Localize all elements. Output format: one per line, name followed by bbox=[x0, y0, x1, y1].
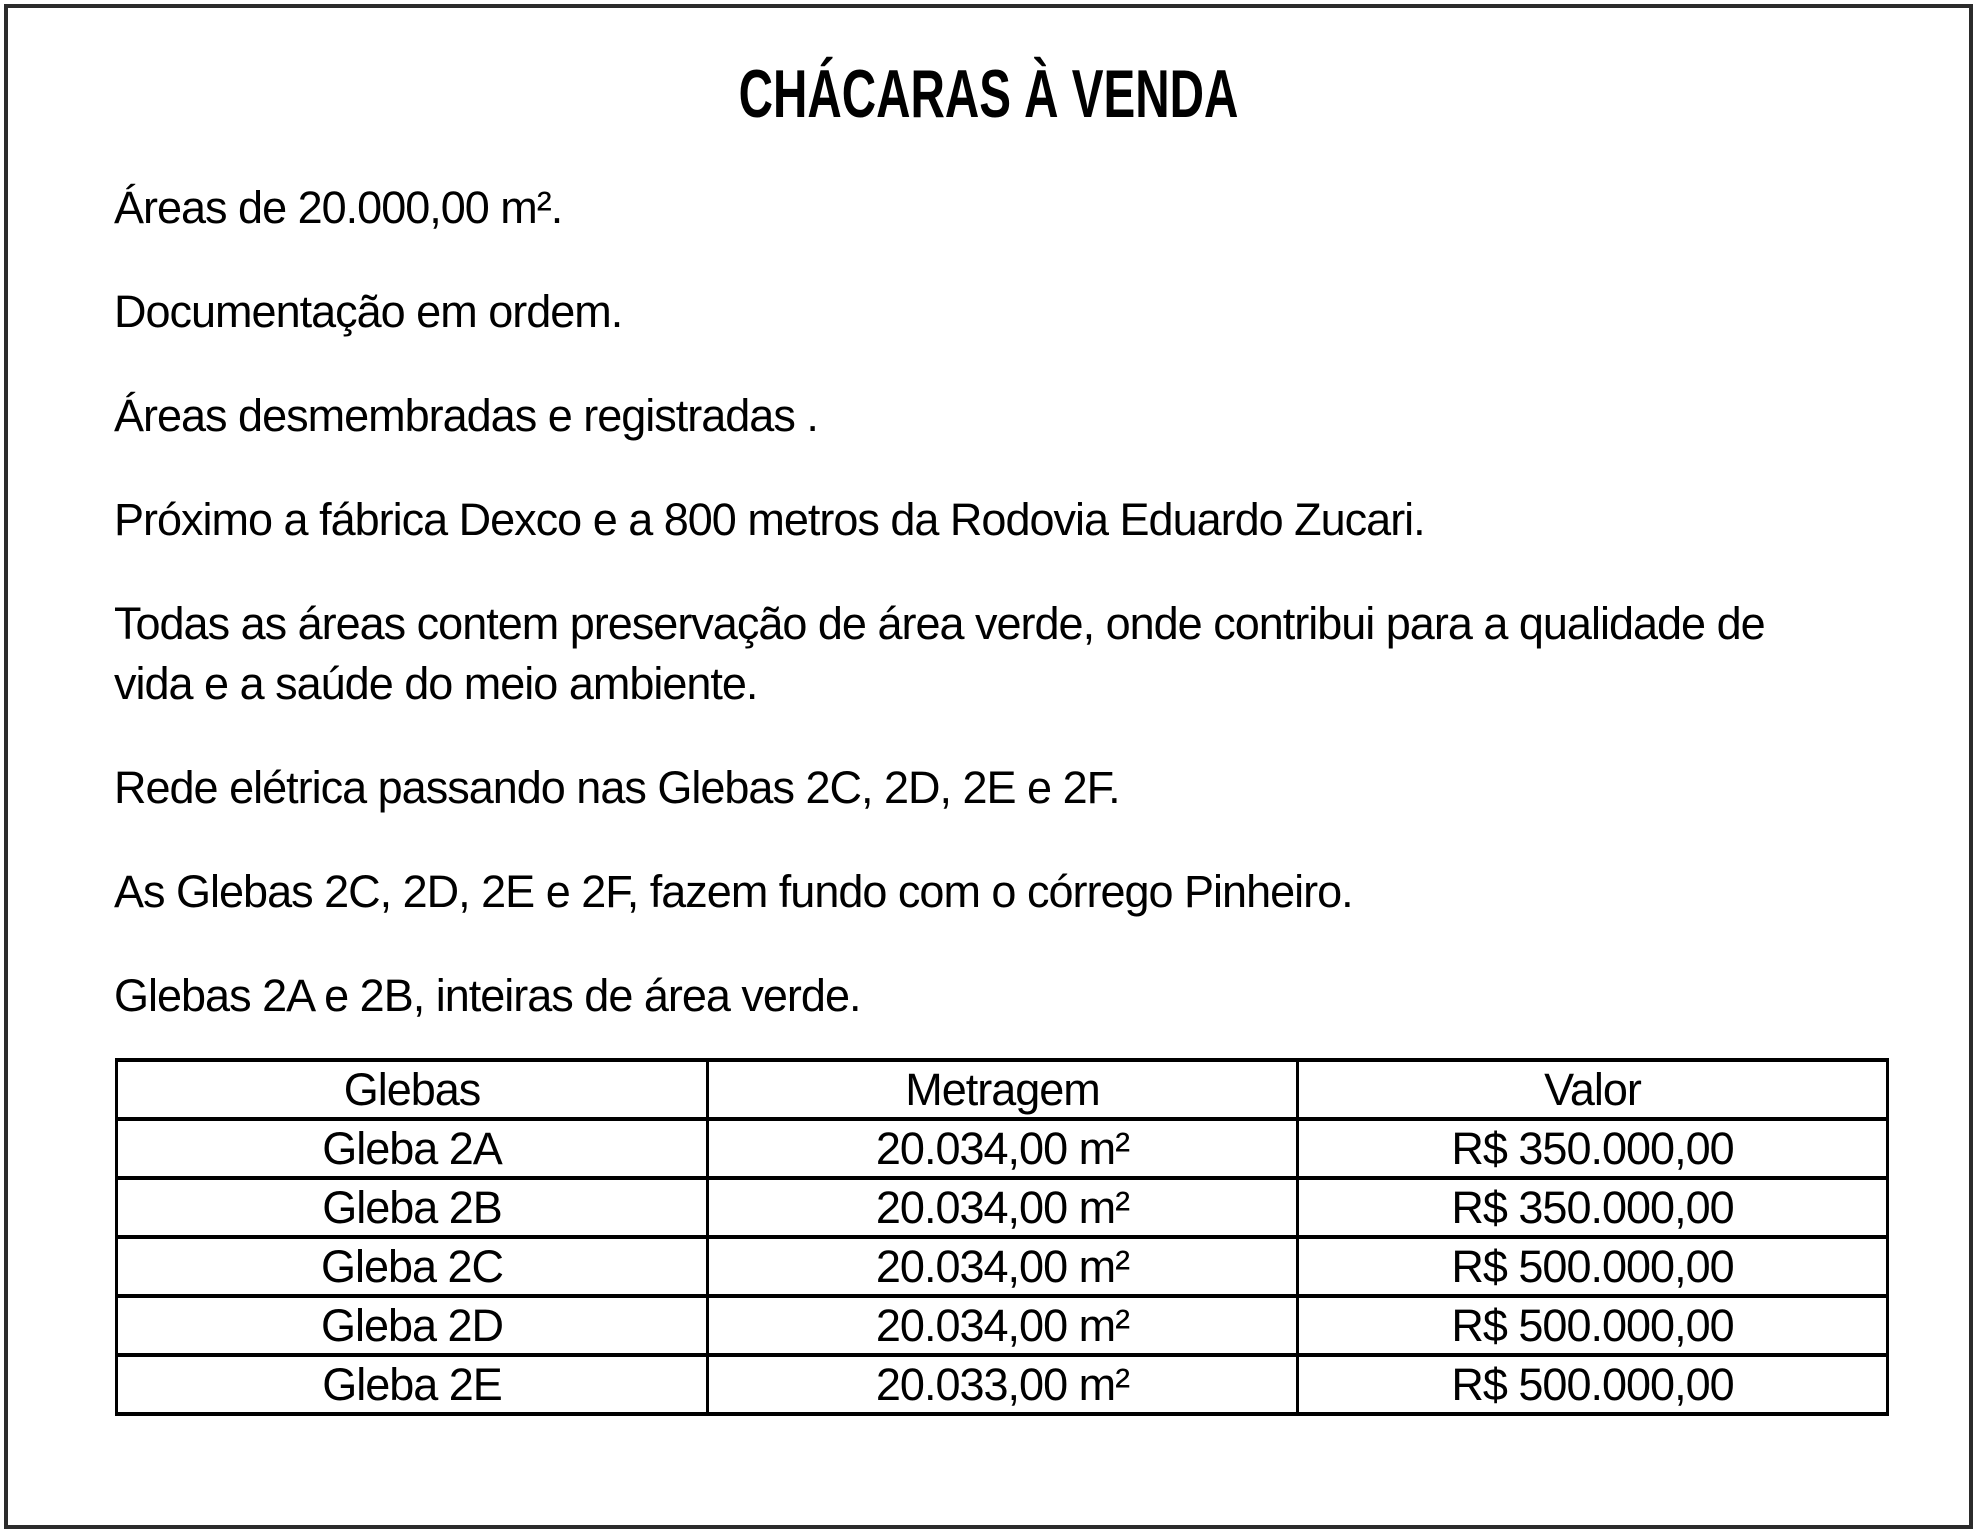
glebas-table bbox=[115, 1058, 1889, 1416]
paragraph-area-size: Áreas de 20.000,00 m². bbox=[114, 182, 563, 233]
cell-valor: R$ 500.000,00 bbox=[1298, 1355, 1888, 1414]
paragraph-area-verde: Glebas 2A e 2B, inteiras de área verde. bbox=[114, 970, 861, 1021]
paragraph-localizacao: Próximo a fábrica Dexco e a 800 metros da Rodovia Eduardo Zucari. bbox=[114, 494, 1425, 545]
table-row-gleba-2c bbox=[117, 1237, 1888, 1296]
paragraph-corrego: As Glebas 2C, 2D, 2E e 2F, fazem fundo com o córrego Pinheiro. bbox=[114, 866, 1353, 917]
paragraph-documentacao: Documentação em ordem. bbox=[114, 286, 623, 337]
document-body bbox=[8, 178, 1969, 1416]
paragraph-desmembradas: Áreas desmembradas e registradas . bbox=[114, 390, 818, 441]
page-title: CHÁCARAS À VENDA bbox=[738, 56, 1239, 132]
column-header-metragem: Metragem bbox=[708, 1060, 1298, 1119]
cell-gleba-name: Gleba 2C bbox=[117, 1237, 708, 1296]
cell-valor: R$ 500.000,00 bbox=[1298, 1296, 1888, 1355]
cell-metragem: 20.034,00 m² bbox=[708, 1178, 1298, 1237]
cell-gleba-name: Gleba 2D bbox=[117, 1296, 708, 1355]
cell-metragem: 20.034,00 m² bbox=[708, 1237, 1298, 1296]
column-header-glebas: Glebas bbox=[117, 1060, 708, 1119]
paragraph-rede-eletrica: Rede elétrica passando nas Glebas 2C, 2D, 2E e 2F. bbox=[114, 762, 1120, 813]
table-row-gleba-2e bbox=[117, 1355, 1888, 1414]
document-page bbox=[4, 4, 1973, 1529]
table-header-row bbox=[117, 1060, 1888, 1119]
cell-gleba-name: Gleba 2E bbox=[117, 1355, 708, 1414]
column-header-valor: Valor bbox=[1298, 1060, 1888, 1119]
cell-metragem: 20.033,00 m² bbox=[708, 1355, 1298, 1414]
cell-gleba-name: Gleba 2B bbox=[117, 1178, 708, 1237]
cell-metragem: 20.034,00 m² bbox=[708, 1119, 1298, 1178]
table-row-gleba-2a bbox=[117, 1119, 1888, 1178]
cell-gleba-name: Gleba 2A bbox=[117, 1119, 708, 1178]
cell-valor: R$ 350.000,00 bbox=[1298, 1119, 1888, 1178]
paragraph-preservacao-line-1: Todas as áreas contem preservação de área verde, onde contribui para a qualidade de bbox=[114, 598, 1765, 649]
cell-metragem: 20.034,00 m² bbox=[708, 1296, 1298, 1355]
paragraph-preservacao bbox=[114, 594, 1929, 714]
table-row-gleba-2b bbox=[117, 1178, 1888, 1237]
cell-valor: R$ 350.000,00 bbox=[1298, 1178, 1888, 1237]
cell-valor: R$ 500.000,00 bbox=[1298, 1237, 1888, 1296]
paragraph-preservacao-line-2: vida e a saúde do meio ambiente. bbox=[114, 658, 758, 709]
table-row-gleba-2d bbox=[117, 1296, 1888, 1355]
